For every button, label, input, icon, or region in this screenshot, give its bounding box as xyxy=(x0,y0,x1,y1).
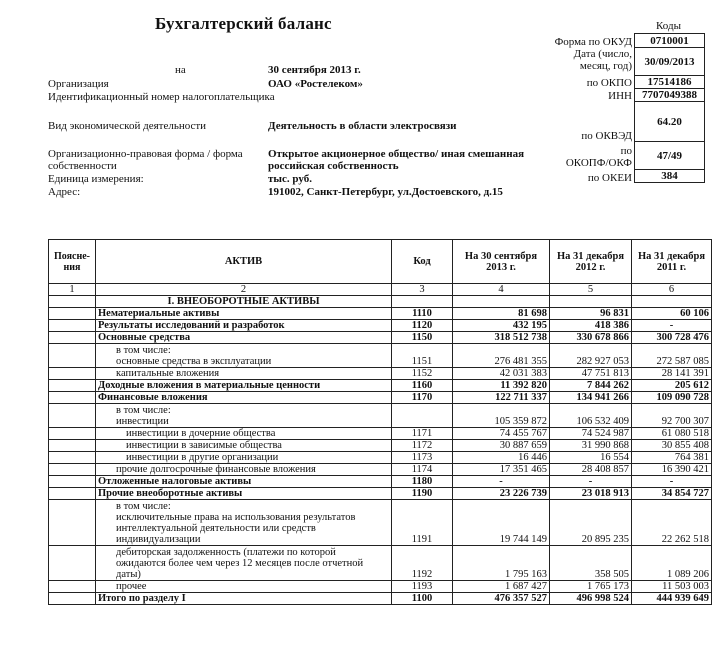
row-name-cell xyxy=(96,500,392,546)
row-code: 1172 xyxy=(392,440,453,452)
row-value-dec2011: 272 587 085 xyxy=(632,344,712,368)
row-name-line: ожидаются более чем через 12 месяцев после отчетной xyxy=(116,558,364,569)
row-name-cell xyxy=(96,332,392,344)
row-value-dec2011: 92 700 307 xyxy=(632,404,712,428)
form-label-2: собственности xyxy=(48,160,117,172)
row-code xyxy=(392,404,453,428)
table-row xyxy=(49,308,712,320)
table-row xyxy=(49,546,712,581)
row-notes-cell xyxy=(49,593,96,605)
col-header-dec2011: На 31 декабря 2011 г. xyxy=(632,240,712,284)
okpo-label: по ОКПО xyxy=(586,77,632,89)
row-value-sep2013: 16 446 xyxy=(453,452,550,464)
row-value-dec2011: 22 262 518 xyxy=(632,500,712,546)
row-notes-cell xyxy=(49,476,96,488)
row-name-cell xyxy=(96,308,392,320)
row-name-cell xyxy=(96,320,392,332)
table-row xyxy=(49,368,712,380)
table-row xyxy=(49,581,712,593)
okopf-code: 47/49 xyxy=(635,142,705,170)
row-name-prefix: в том числе: xyxy=(116,405,171,416)
unit-label: Единица измерения: xyxy=(48,173,144,185)
inn-label: ИНН xyxy=(608,90,632,102)
row-name-line: даты) xyxy=(116,569,141,580)
row-code: 1171 xyxy=(392,428,453,440)
table-row xyxy=(49,380,712,392)
col-num: 5 xyxy=(550,284,632,296)
row-name-line: в том числе: xyxy=(116,501,171,512)
row-value-dec2011: 11 503 003 xyxy=(632,581,712,593)
row-name-line: интеллектуальной деятельности или средств xyxy=(116,523,316,534)
row-code: 1151 xyxy=(392,344,453,368)
row-value-dec2011: 60 106 xyxy=(632,308,712,320)
row-code: 1120 xyxy=(392,320,453,332)
table-row xyxy=(49,500,712,546)
form-value-1: Открытое акционерное общество/ иная смешанная xyxy=(268,148,525,160)
table-row xyxy=(49,428,712,440)
row-value-dec2012: 96 831 xyxy=(550,308,632,320)
row-notes-cell xyxy=(49,452,96,464)
row-value-dec2011: - xyxy=(632,320,712,332)
unit-value: тыс. руб. xyxy=(268,173,312,185)
row-name-cell xyxy=(96,404,392,428)
row-value-sep2013: - xyxy=(453,476,550,488)
row-name-cell xyxy=(96,452,392,464)
row-value-sep2013: 11 392 820 xyxy=(453,380,550,392)
row-value-sep2013: 17 351 465 xyxy=(453,464,550,476)
balance-table xyxy=(48,239,712,605)
row-value-sep2013: 432 195 xyxy=(453,320,550,332)
row-value-dec2011: 300 728 476 xyxy=(632,332,712,344)
row-value-dec2011: 109 090 728 xyxy=(632,392,712,404)
row-name-line: дебиторская задолженность (платежи по которой xyxy=(116,547,336,558)
row-name: Результаты исследований и разработок xyxy=(98,320,285,331)
report-date: 30 сентября 2013 г. xyxy=(268,64,361,76)
date-code: 30/09/2013 xyxy=(635,48,705,76)
row-value-dec2012: 31 990 868 xyxy=(550,440,632,452)
row-code: 1180 xyxy=(392,476,453,488)
row-code: 1160 xyxy=(392,380,453,392)
row-name: Итого по разделу I xyxy=(98,593,186,604)
row-code: 1173 xyxy=(392,452,453,464)
section-row xyxy=(49,296,712,308)
okopf-label-2: ОКОПФ/ОКФ xyxy=(565,157,632,169)
row-notes-cell xyxy=(49,308,96,320)
row-value-dec2012: 74 524 987 xyxy=(550,428,632,440)
row-name-cell xyxy=(96,368,392,380)
row-notes-cell xyxy=(49,488,96,500)
table-row xyxy=(49,332,712,344)
row-name: инвестиции в зависимые общества xyxy=(126,440,282,451)
row-value-dec2011: 34 854 727 xyxy=(632,488,712,500)
row-value-sep2013: 1 687 427 xyxy=(453,581,550,593)
row-name: капитальные вложения xyxy=(116,368,220,379)
row-value-dec2012: 330 678 866 xyxy=(550,332,632,344)
row-value-sep2013: 318 512 738 xyxy=(453,332,550,344)
row-value-dec2011: 764 381 xyxy=(632,452,712,464)
date-code-label-1: Дата (число, xyxy=(573,48,632,60)
row-name-cell xyxy=(96,392,392,404)
table-row xyxy=(49,476,712,488)
row-name-cell xyxy=(96,428,392,440)
row-name: Отложенные налоговые активы xyxy=(98,476,252,487)
row-name-cell xyxy=(96,581,392,593)
col-header-code: Код xyxy=(392,240,453,284)
table-row xyxy=(49,593,712,605)
col-header-asset: АКТИВ xyxy=(96,240,392,284)
row-code: 1191 xyxy=(392,500,453,546)
row-value-dec2012: 496 998 524 xyxy=(550,593,632,605)
row-notes-cell xyxy=(49,500,96,546)
row-code: 1190 xyxy=(392,488,453,500)
row-value-dec2012: 1 765 173 xyxy=(550,581,632,593)
row-value-dec2012: - xyxy=(550,476,632,488)
row-notes-cell xyxy=(49,332,96,344)
row-value-sep2013: 74 455 767 xyxy=(453,428,550,440)
okud-label: Форма по ОКУД xyxy=(554,36,632,48)
activity-value: Деятельность в области электросвязи xyxy=(268,120,457,132)
row-name-cell xyxy=(96,344,392,368)
row-name-line: исключительные права на использования результатов xyxy=(116,512,356,523)
inn-label-long: Идентификационный номер налогоплательщика xyxy=(48,91,275,103)
row-value-dec2012: 106 532 409 xyxy=(550,404,632,428)
table-row xyxy=(49,392,712,404)
row-code: 1152 xyxy=(392,368,453,380)
row-value-sep2013: 105 359 872 xyxy=(453,404,550,428)
row-notes-cell xyxy=(49,380,96,392)
date-code-label-2: месяц, год) xyxy=(579,60,632,72)
row-name: Финансовые вложения xyxy=(98,392,208,403)
table-header-row xyxy=(49,240,712,284)
row-code: 1170 xyxy=(392,392,453,404)
section-title: I. ВНЕОБОРОТНЫЕ АКТИВЫ xyxy=(96,296,392,308)
row-name-cell xyxy=(96,464,392,476)
row-value-dec2011: 1 089 206 xyxy=(632,546,712,581)
okei-label: по ОКЕИ xyxy=(587,172,632,184)
row-name-cell xyxy=(96,546,392,581)
row-name: инвестиции xyxy=(116,416,169,427)
row-notes-cell xyxy=(49,368,96,380)
row-name: прочее xyxy=(116,581,147,592)
row-value-dec2011: - xyxy=(632,476,712,488)
row-name-line: индивидуализации xyxy=(116,534,201,545)
row-name: прочие долгосрочные финансовые вложения xyxy=(116,464,316,475)
row-name-prefix: в том числе: xyxy=(116,345,171,356)
row-name: Основные средства xyxy=(98,332,191,343)
row-value-sep2013: 276 481 355 xyxy=(453,344,550,368)
row-value-dec2011: 30 855 408 xyxy=(632,440,712,452)
row-value-sep2013: 42 031 383 xyxy=(453,368,550,380)
row-value-sep2013: 81 698 xyxy=(453,308,550,320)
table-row xyxy=(49,452,712,464)
row-value-dec2011: 16 390 421 xyxy=(632,464,712,476)
row-value-sep2013: 30 887 659 xyxy=(453,440,550,452)
row-value-dec2012: 47 751 813 xyxy=(550,368,632,380)
row-name-cell xyxy=(96,593,392,605)
row-value-dec2012: 282 927 053 xyxy=(550,344,632,368)
row-value-dec2012: 23 018 913 xyxy=(550,488,632,500)
row-name: инвестиции в другие организации xyxy=(126,452,279,463)
col-header-dec2012: На 31 декабря 2012 г. xyxy=(550,240,632,284)
row-value-dec2011: 205 612 xyxy=(632,380,712,392)
form-value-2: российская собственность xyxy=(268,160,399,172)
row-name: Нематериальные активы xyxy=(98,308,220,319)
org-value: ОАО «Ростелеком» xyxy=(268,78,363,90)
col-num: 1 xyxy=(49,284,96,296)
col-header-notes: Поясне-ния xyxy=(49,240,96,284)
row-name: Доходные вложения в материальные ценности xyxy=(98,380,321,391)
row-value-dec2012: 358 505 xyxy=(550,546,632,581)
row-notes-cell xyxy=(49,404,96,428)
row-name: основные средства в эксплуатации xyxy=(116,356,272,367)
row-notes-cell xyxy=(49,320,96,332)
form-label-1: Организационно-правовая форма / форма xyxy=(48,148,243,160)
row-value-sep2013: 122 711 337 xyxy=(453,392,550,404)
row-name: Прочие внеоборотные активы xyxy=(98,488,243,499)
row-code: 1193 xyxy=(392,581,453,593)
row-code: 1150 xyxy=(392,332,453,344)
row-value-dec2011: 444 939 649 xyxy=(632,593,712,605)
on-label: на xyxy=(175,64,186,76)
col-header-sep2013: На 30 сентября 2013 г. xyxy=(453,240,550,284)
row-name-cell xyxy=(96,476,392,488)
activity-label: Вид экономической деятельности xyxy=(48,120,207,132)
row-value-dec2012: 418 386 xyxy=(550,320,632,332)
codes-box xyxy=(634,33,705,183)
row-value-dec2012: 16 554 xyxy=(550,452,632,464)
row-notes-cell xyxy=(49,428,96,440)
table-row xyxy=(49,488,712,500)
table-row xyxy=(49,464,712,476)
row-value-dec2012: 20 895 235 xyxy=(550,500,632,546)
row-value-sep2013: 476 357 527 xyxy=(453,593,550,605)
col-num: 6 xyxy=(632,284,712,296)
row-notes-cell xyxy=(49,581,96,593)
table-row xyxy=(49,344,712,368)
okud-code: 0710001 xyxy=(635,34,705,48)
col-num: 2 xyxy=(96,284,392,296)
row-notes-cell xyxy=(49,392,96,404)
row-value-dec2012: 134 941 266 xyxy=(550,392,632,404)
page-title: Бухгалтерский баланс xyxy=(155,14,332,33)
row-value-dec2011: 28 141 391 xyxy=(632,368,712,380)
row-value-dec2012: 7 844 262 xyxy=(550,380,632,392)
okei-code: 384 xyxy=(635,170,705,183)
col-num: 4 xyxy=(453,284,550,296)
table-row xyxy=(49,320,712,332)
okpo-code: 17514186 xyxy=(635,76,705,89)
row-notes-cell xyxy=(49,344,96,368)
row-notes-cell xyxy=(49,546,96,581)
codes-label: Коды xyxy=(656,20,681,32)
row-code: 1110 xyxy=(392,308,453,320)
row-name-cell xyxy=(96,440,392,452)
row-name-cell xyxy=(96,488,392,500)
address-value: 191002, Санкт-Петербург, ул.Достоевского, д.15 xyxy=(268,186,503,198)
okved-label: по ОКВЭД xyxy=(581,130,632,142)
row-value-sep2013: 19 744 149 xyxy=(453,500,550,546)
table-row xyxy=(49,404,712,428)
row-value-sep2013: 1 795 163 xyxy=(453,546,550,581)
row-code: 1192 xyxy=(392,546,453,581)
row-code: 1100 xyxy=(392,593,453,605)
row-code: 1174 xyxy=(392,464,453,476)
okopf-label-1: по xyxy=(620,145,632,157)
column-numbers-row xyxy=(49,284,712,296)
row-name-cell xyxy=(96,380,392,392)
address-label: Адрес: xyxy=(48,186,81,198)
row-name: инвестиции в дочерние общества xyxy=(126,428,276,439)
col-num: 3 xyxy=(392,284,453,296)
row-value-sep2013: 23 226 739 xyxy=(453,488,550,500)
row-notes-cell xyxy=(49,464,96,476)
table-row xyxy=(49,440,712,452)
row-value-dec2011: 61 080 518 xyxy=(632,428,712,440)
org-label: Организация xyxy=(48,78,109,90)
row-notes-cell xyxy=(49,440,96,452)
inn-code: 7707049388 xyxy=(635,89,705,102)
row-value-dec2012: 28 408 857 xyxy=(550,464,632,476)
okved-code: 64.20 xyxy=(635,102,705,142)
